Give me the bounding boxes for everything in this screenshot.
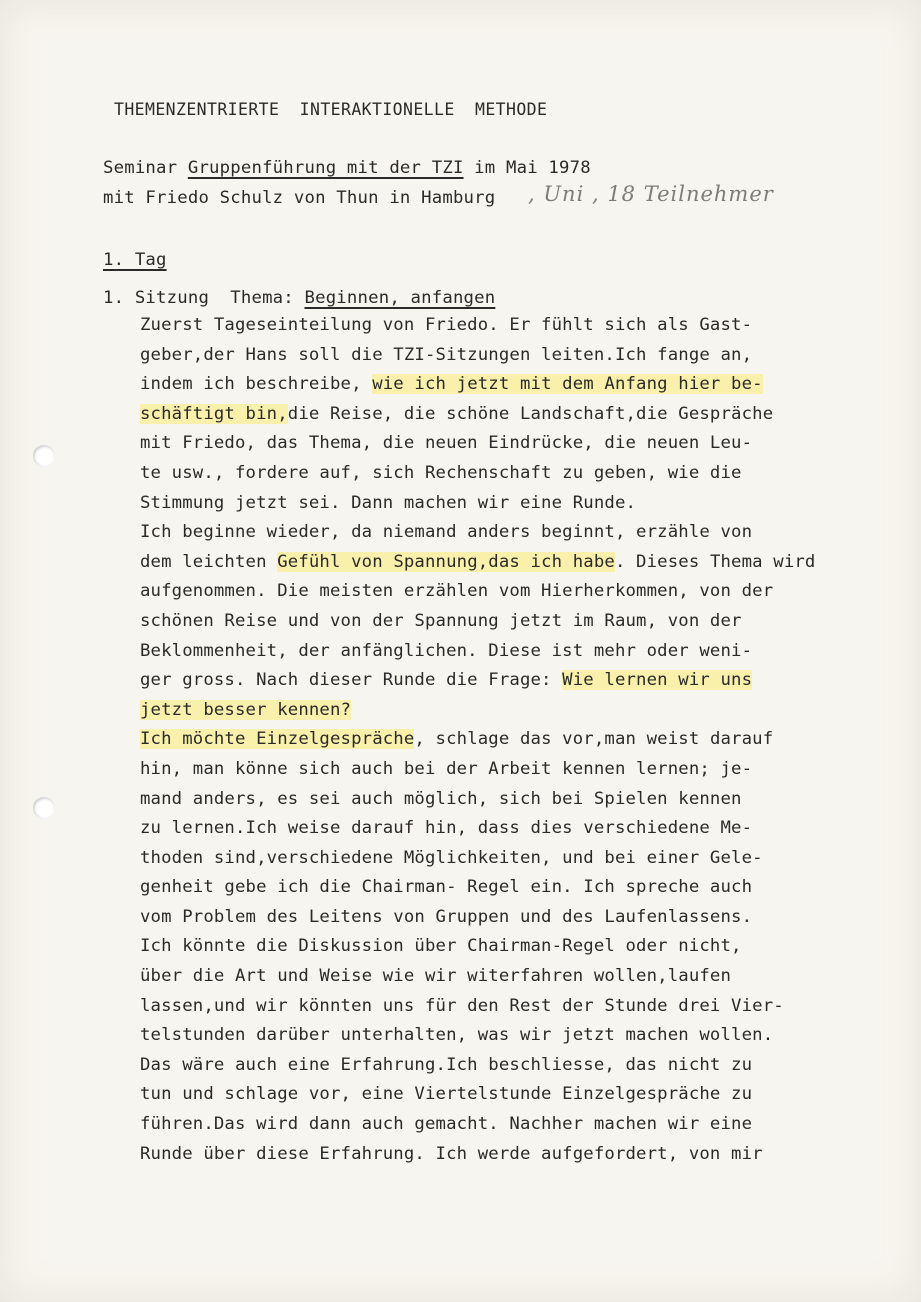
- body-line: [140, 962, 815, 992]
- text-segment: te usw., fordere auf, sich Rechenschaft zu geben, wie die: [140, 462, 742, 483]
- highlighted-text: Ich möchte Einzelgespräche: [140, 729, 415, 750]
- body-line: [140, 400, 815, 430]
- body-line: [140, 1051, 815, 1081]
- body-line: [140, 696, 815, 726]
- session-label: 1. Sitzung Thema:: [103, 288, 305, 308]
- highlighted-text: Gefühl von Spannung,das ich habe: [277, 551, 615, 572]
- text-segment: Das wäre auch eine Erfahrung.Ich beschliesse, das nicht zu: [140, 1054, 753, 1075]
- highlighted-text: schäftigt bin,: [140, 403, 288, 424]
- text-segment: mit Friedo, das Thema, die neuen Eindrücke, die neuen Leu-: [140, 433, 753, 454]
- body-line: [140, 518, 815, 548]
- text-segment: vom Problem des Leitens von Gruppen und des Laufenlassens.: [140, 906, 753, 927]
- body-line: [140, 755, 815, 785]
- text-segment: dem leichten: [140, 551, 278, 572]
- seminar-line-2: mit Friedo Schulz von Thun in Hamburg: [103, 188, 496, 208]
- highlighted-text: Wie lernen wir uns: [562, 670, 753, 691]
- text-segment: thoden sind,verschiedene Möglichkeiten, und bei einer Gele-: [140, 847, 763, 868]
- text-segment: Stimmung jetzt sei. Dann machen wir eine Runde.: [140, 492, 637, 513]
- punch-hole: [33, 445, 55, 467]
- session-heading: [103, 288, 495, 308]
- text-segment: die Reise, die schöne Landschaft,die Gespräche: [287, 403, 774, 424]
- text-segment: aufgenommen. Die meisten erzählen vom Hierherkommen, von der: [140, 581, 774, 602]
- highlighted-text: jetzt besser kennen?: [140, 699, 352, 720]
- text-segment: über die Art und Weise wie wir witerfahren wollen,laufen: [140, 966, 732, 987]
- body-line: [140, 785, 815, 815]
- text-segment: Ich beginne wieder, da niemand anders beginnt, erzähle von: [140, 522, 753, 543]
- body-line: [140, 1110, 815, 1140]
- text-segment: lassen,und wir könnten uns für den Rest der Stunde drei Vier-: [140, 995, 784, 1016]
- body-line: [140, 725, 815, 755]
- highlighted-text: wie ich jetzt mit dem Anfang hier be-: [372, 374, 763, 395]
- text-segment: schönen Reise und von der Spannung jetzt im Raum, von der: [140, 610, 742, 631]
- body-line: [140, 1021, 815, 1051]
- text-segment: Beklommenheit, der anfänglichen. Diese ist mehr oder weni-: [140, 640, 753, 661]
- text-segment: mand anders, es sei auch möglich, sich bei Spielen kennen: [140, 788, 742, 809]
- body-line: [140, 370, 815, 400]
- seminar-line-1: [103, 158, 591, 178]
- document-title: THEMENZENTRIERTE INTERAKTIONELLE METHODE: [114, 100, 548, 119]
- body-line: [140, 607, 815, 637]
- body-line: [140, 666, 815, 696]
- body-line: [140, 814, 815, 844]
- body-line: [140, 903, 815, 933]
- body-line: [140, 873, 815, 903]
- text-segment: Runde über diese Erfahrung. Ich werde aufgefordert, von mir: [140, 1143, 763, 1164]
- text-segment: zu lernen.Ich weise darauf hin, dass dies verschiedene Me-: [140, 818, 753, 839]
- body-line: [140, 844, 815, 874]
- body-line: [140, 637, 815, 667]
- body-line: [140, 932, 815, 962]
- body-line: [140, 577, 815, 607]
- handwritten-note: , Uni , 18 Teilnehmer: [528, 182, 774, 206]
- text-segment: führen.Das wird dann auch gemacht. Nachher machen wir eine: [140, 1114, 753, 1135]
- session-topic: Beginnen, anfangen: [304, 288, 496, 308]
- body-line: [140, 548, 815, 578]
- body-line: [140, 311, 815, 341]
- body-line: [140, 1140, 815, 1170]
- text-segment: Ich könnte die Diskussion über Chairman-Regel oder nicht,: [140, 936, 742, 957]
- body-line: [140, 341, 815, 371]
- text-segment: tun und schlage vor, eine Viertelstunde Einzelgespräche zu: [140, 1084, 753, 1105]
- seminar-topic: Gruppenführung mit der TZI: [187, 158, 464, 178]
- text-segment: . Dieses Thema wird: [614, 551, 816, 572]
- punch-hole: [33, 797, 55, 819]
- body-line: [140, 1080, 815, 1110]
- text-segment: genheit gebe ich die Chairman- Regel ein. Ich spreche auch: [140, 877, 753, 898]
- body-line: [140, 992, 815, 1022]
- text-segment: Zuerst Tageseinteilung von Friedo. Er fühlt sich als Gast-: [140, 315, 753, 335]
- day-heading: 1. Tag: [103, 250, 167, 270]
- body-line: [140, 459, 815, 489]
- body-line: [140, 489, 815, 519]
- text-segment: geber,der Hans soll die TZI-Sitzungen leiten.Ich fange an,: [140, 344, 753, 365]
- text-segment: hin, man könne sich auch bei der Arbeit kennen lernen; je-: [140, 758, 753, 779]
- seminar-date: im Mai 1978: [463, 158, 591, 178]
- body-text: [140, 311, 815, 1169]
- seminar-prefix: Seminar: [103, 158, 188, 178]
- text-segment: indem ich beschreibe,: [140, 374, 373, 395]
- text-segment: , schlage das vor,man weist darauf: [414, 729, 774, 750]
- text-segment: ger gross. Nach dieser Runde die Frage:: [140, 670, 563, 691]
- text-segment: telstunden darüber unterhalten, was wir jetzt machen wollen.: [140, 1025, 774, 1046]
- body-line: [140, 429, 815, 459]
